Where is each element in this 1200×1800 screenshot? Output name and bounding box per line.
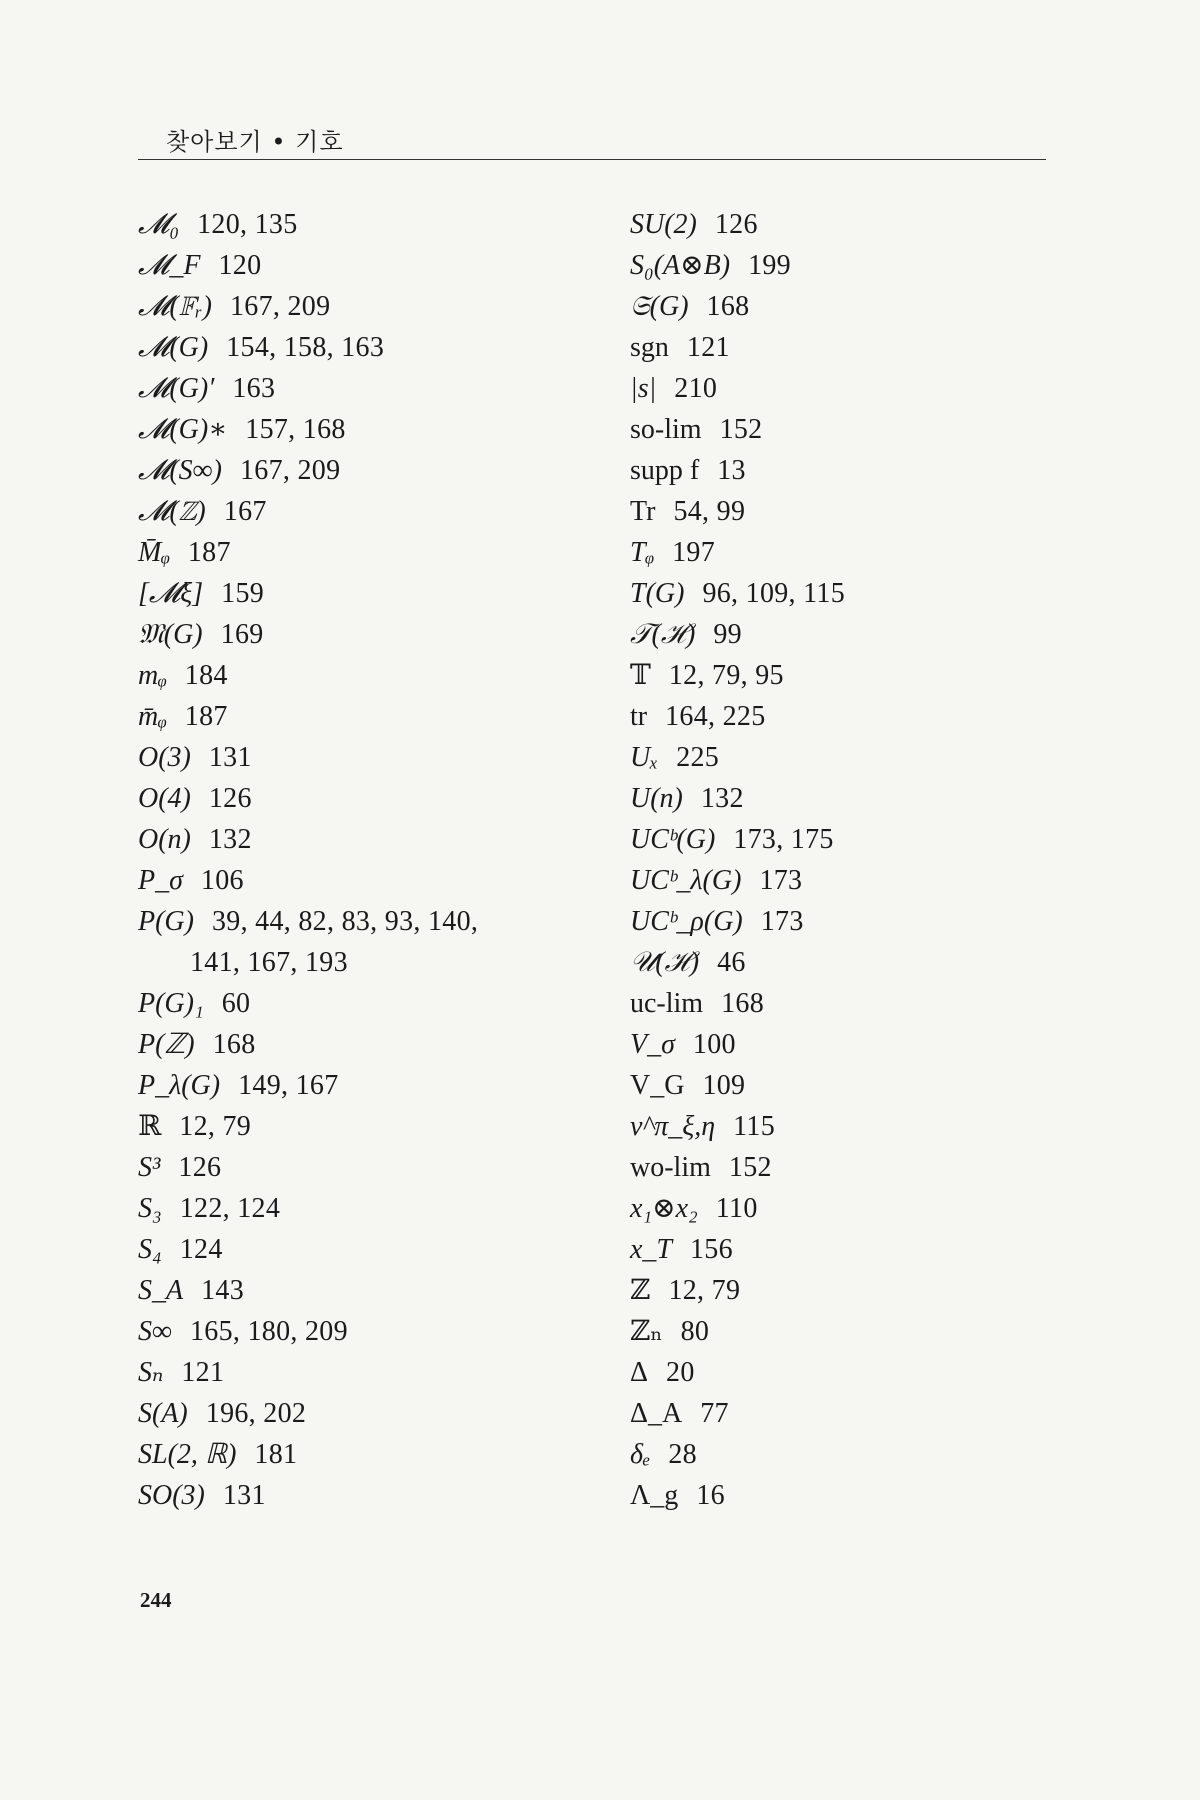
- index-entry: [138, 204, 608, 245]
- index-symbol: S₃: [138, 1193, 162, 1224]
- index-entry: [138, 532, 608, 573]
- index-entry: [630, 983, 1050, 1024]
- index-symbol: 𝔐(G): [138, 619, 203, 650]
- index-entry: [138, 1475, 608, 1516]
- index-pages: 131: [208, 742, 252, 773]
- index-symbol: ℝ: [138, 1111, 162, 1142]
- index-entry: [138, 614, 608, 655]
- index-entry: [630, 409, 1050, 450]
- index-pages: 126: [208, 783, 252, 814]
- index-pages: 168: [706, 291, 750, 322]
- index-entry: [138, 450, 608, 491]
- index-entry: [138, 1393, 608, 1434]
- index-entry: [630, 1393, 1050, 1434]
- left-column: [138, 204, 608, 1516]
- index-pages: 197: [672, 537, 716, 568]
- index-entry: [138, 778, 608, 819]
- index-pages: 16: [696, 1480, 725, 1511]
- index-symbol: |s|: [630, 373, 657, 404]
- index-symbol: so-lim: [630, 414, 702, 445]
- index-entry: [138, 409, 608, 450]
- index-pages: 12, 79: [668, 1275, 741, 1306]
- index-entry: [138, 1352, 608, 1393]
- index-pages: 165, 180, 209: [189, 1316, 348, 1347]
- index-pages: 126: [714, 209, 758, 240]
- index-entry: [138, 860, 608, 901]
- index-pages: 187: [187, 537, 231, 568]
- index-entry: [630, 368, 1050, 409]
- index-pages: 163: [232, 373, 276, 404]
- index-symbol: Uₓ: [630, 742, 659, 773]
- index-symbol: Λ_g: [630, 1480, 679, 1511]
- index-pages: 124: [179, 1234, 223, 1265]
- index-symbol: 𝓜(S∞): [138, 455, 222, 486]
- index-pages: 225: [676, 742, 720, 773]
- index-pages: 173, 175: [733, 824, 834, 855]
- index-pages: 173: [759, 865, 803, 896]
- index-symbol: 𝔖(G): [630, 291, 689, 322]
- index-symbol: P(G): [138, 906, 194, 937]
- index-symbol: 𝒯(ℋ): [630, 619, 696, 650]
- index-pages: 77: [700, 1398, 729, 1429]
- index-entry: [138, 286, 608, 327]
- index-symbol: wo-lim: [630, 1152, 711, 1183]
- index-symbol: U(n): [630, 783, 683, 814]
- index-symbol: S(A): [138, 1398, 188, 1429]
- index-entry: [630, 1065, 1050, 1106]
- index-pages: 109: [702, 1070, 746, 1101]
- index-entry: [138, 1311, 608, 1352]
- index-entry: [138, 327, 608, 368]
- index-pages: 181: [254, 1439, 298, 1470]
- index-pages: 80: [680, 1316, 710, 1347]
- index-symbol: 𝕋: [630, 660, 651, 691]
- index-symbol: 𝒰(ℋ): [630, 947, 700, 978]
- index-pages: 120, 135: [197, 209, 298, 240]
- index-symbol: Tᵩ: [630, 537, 655, 568]
- index-entry: [138, 901, 608, 942]
- index-entry: [630, 327, 1050, 368]
- index-symbol: mᵩ: [138, 660, 167, 691]
- index-pages: 159: [221, 578, 265, 609]
- index-pages: 167: [223, 496, 267, 527]
- index-pages: 96, 109, 115: [702, 578, 846, 609]
- index-pages: 20: [666, 1357, 695, 1388]
- index-entry: [138, 1147, 608, 1188]
- index-symbol: ℤₙ: [630, 1316, 663, 1347]
- index-symbol: T(G): [630, 578, 685, 609]
- index-symbol: P_λ(G): [138, 1070, 221, 1101]
- index-symbol: sgn: [630, 332, 669, 363]
- index-symbol: Tr: [630, 496, 656, 527]
- index-entry: [138, 368, 608, 409]
- index-pages: 156: [690, 1234, 733, 1265]
- index-symbol: S∞: [138, 1316, 172, 1347]
- index-symbol: Sₙ: [138, 1357, 164, 1388]
- index-entry: [630, 942, 1050, 983]
- index-entry: [630, 1270, 1050, 1311]
- index-symbol: Δ_A: [630, 1398, 683, 1429]
- index-entry: [138, 491, 608, 532]
- index-symbol: 𝓜(G)′: [138, 373, 215, 404]
- index-entry: [630, 286, 1050, 327]
- index-pages: 149, 167: [238, 1070, 339, 1101]
- index-pages: 120: [218, 250, 262, 281]
- index-entry: [630, 1229, 1050, 1270]
- index-pages: 12, 79, 95: [668, 660, 784, 691]
- index-pages: 122, 124: [179, 1193, 281, 1224]
- index-symbol: P(G)₁: [138, 988, 204, 1019]
- index-symbol: S_A: [138, 1275, 184, 1306]
- index-pages: 152: [728, 1152, 772, 1183]
- index-pages: 154, 158, 163: [226, 332, 385, 363]
- index-entry: [630, 1106, 1050, 1147]
- index-entry: [138, 1065, 608, 1106]
- index-entry: [138, 983, 608, 1024]
- index-symbol: 𝓜(G)∗: [138, 414, 228, 445]
- index-entry: [630, 1188, 1050, 1229]
- index-entry: [138, 1229, 608, 1270]
- index-pages: 28: [668, 1439, 697, 1470]
- index-symbol: SO(3): [138, 1480, 205, 1511]
- index-symbol: UCᵇ_λ(G): [630, 865, 742, 896]
- index-entry-continuation: [138, 942, 608, 983]
- index-pages: 121: [181, 1357, 225, 1388]
- index-entry: [630, 491, 1050, 532]
- index-pages: 46: [717, 947, 746, 978]
- index-pages: 187: [184, 701, 228, 732]
- index-symbol: m̄ᵩ: [138, 701, 167, 732]
- index-entry: [630, 1147, 1050, 1188]
- index-entry: [138, 819, 608, 860]
- index-entry: [630, 245, 1050, 286]
- index-entry: [138, 573, 608, 614]
- index-pages: 196, 202: [205, 1398, 307, 1429]
- index-symbol: S₄: [138, 1234, 162, 1265]
- index-entry: [138, 1434, 608, 1475]
- index-entry: [630, 655, 1050, 696]
- index-pages: 184: [184, 660, 228, 691]
- index-symbol: 𝓜₀: [138, 209, 180, 240]
- index-symbol: uc-lim: [630, 988, 704, 1019]
- index-entry: [630, 1311, 1050, 1352]
- index-entry: [630, 1475, 1050, 1516]
- index-entry: [630, 614, 1050, 655]
- index-entry: [630, 573, 1050, 614]
- index-pages: 39, 44, 82, 83, 93, 140,: [211, 906, 479, 937]
- index-pages: 168: [212, 1029, 256, 1060]
- page-number: 244: [140, 1588, 172, 1612]
- index-symbol: [𝓜ξ]: [138, 578, 204, 609]
- index-pages: 121: [686, 332, 730, 363]
- index-symbol: tr: [630, 701, 648, 732]
- index-symbol: UCᵇ(G): [630, 824, 716, 855]
- index-entry: [630, 737, 1050, 778]
- index-symbol: v^π_ξ,η: [630, 1111, 716, 1142]
- index-pages: 173: [760, 906, 804, 937]
- index-symbol: SL(2, ℝ): [138, 1439, 237, 1470]
- index-pages: 131: [222, 1480, 266, 1511]
- index-pages: 12, 79: [179, 1111, 252, 1142]
- index-symbol: 𝓜_F: [138, 250, 201, 281]
- index-pages-continuation: 141, 167, 193: [190, 947, 348, 978]
- index-entry: [630, 1352, 1050, 1393]
- index-symbol: δₑ: [630, 1439, 651, 1470]
- index-entry: [138, 1188, 608, 1229]
- index-entry: [630, 204, 1050, 245]
- index-pages: 100: [692, 1029, 736, 1060]
- index-symbol: x₁⊗x₂: [630, 1193, 698, 1224]
- index-symbol: supp f: [630, 455, 700, 486]
- index-symbol: P_σ: [138, 865, 183, 896]
- index-pages: 110: [715, 1193, 758, 1224]
- index-entry: [630, 778, 1050, 819]
- index-entry: [630, 532, 1050, 573]
- index-entry: [630, 819, 1050, 860]
- index-pages: 13: [717, 455, 746, 486]
- index-entry: [138, 696, 608, 737]
- index-symbol: 𝓜(G): [138, 332, 209, 363]
- index-pages: 132: [208, 824, 252, 855]
- index-entry: [138, 1024, 608, 1065]
- index-pages: 210: [674, 373, 718, 404]
- index-pages: 167, 209: [229, 291, 331, 322]
- index-symbol: 𝓜(ℤ): [138, 496, 206, 527]
- index-symbol: O(n): [138, 824, 191, 855]
- page-header: [138, 122, 1046, 160]
- index-symbol: P(ℤ): [138, 1029, 195, 1060]
- index-pages: 54, 99: [673, 496, 746, 527]
- index-pages: 132: [700, 783, 744, 814]
- index-pages: 143: [201, 1275, 245, 1306]
- index-pages: 152: [719, 414, 763, 445]
- index-entry: [138, 737, 608, 778]
- index-entry: [630, 1024, 1050, 1065]
- index-pages: 167, 209: [239, 455, 341, 486]
- index-entry: [138, 1106, 608, 1147]
- index-symbol: SU(2): [630, 209, 697, 240]
- index-pages: 60: [221, 988, 251, 1019]
- index-symbol: x_T: [630, 1234, 672, 1265]
- index-entry: [630, 901, 1050, 942]
- index-pages: 164, 225: [665, 701, 766, 732]
- index-entry: [630, 860, 1050, 901]
- index-pages: 169: [220, 619, 264, 650]
- header-title: 찾아보기 • 기호: [166, 128, 344, 156]
- index-entry: [138, 245, 608, 286]
- index-symbol: M̄ᵩ: [138, 537, 170, 568]
- index-symbol: S₀(A⊗B): [630, 250, 731, 281]
- index-symbol: Δ: [630, 1357, 649, 1388]
- index-entry: [630, 1434, 1050, 1475]
- index-entry: [630, 696, 1050, 737]
- index-symbol: 𝓜(𝔽ᵣ): [138, 291, 212, 322]
- index-pages: 99: [713, 619, 742, 650]
- index-entry: [138, 655, 608, 696]
- index-symbol: V_σ: [630, 1029, 675, 1060]
- index-symbol: O(3): [138, 742, 191, 773]
- index-pages: 126: [178, 1152, 222, 1183]
- index-symbol: O(4): [138, 783, 191, 814]
- index-symbol: ℤ: [630, 1275, 651, 1306]
- right-column: [630, 204, 1050, 1516]
- index-pages: 199: [748, 250, 791, 281]
- index-pages: 157, 168: [245, 414, 346, 445]
- index-entry: [630, 450, 1050, 491]
- index-entry: [138, 1270, 608, 1311]
- index-pages: 168: [721, 988, 764, 1019]
- index-symbol: V_G: [630, 1070, 685, 1101]
- index-pages: 115: [733, 1111, 776, 1142]
- index-symbol: S³: [138, 1152, 161, 1183]
- index-symbol: UCᵇ_ρ(G): [630, 906, 743, 937]
- index-pages: 106: [200, 865, 244, 896]
